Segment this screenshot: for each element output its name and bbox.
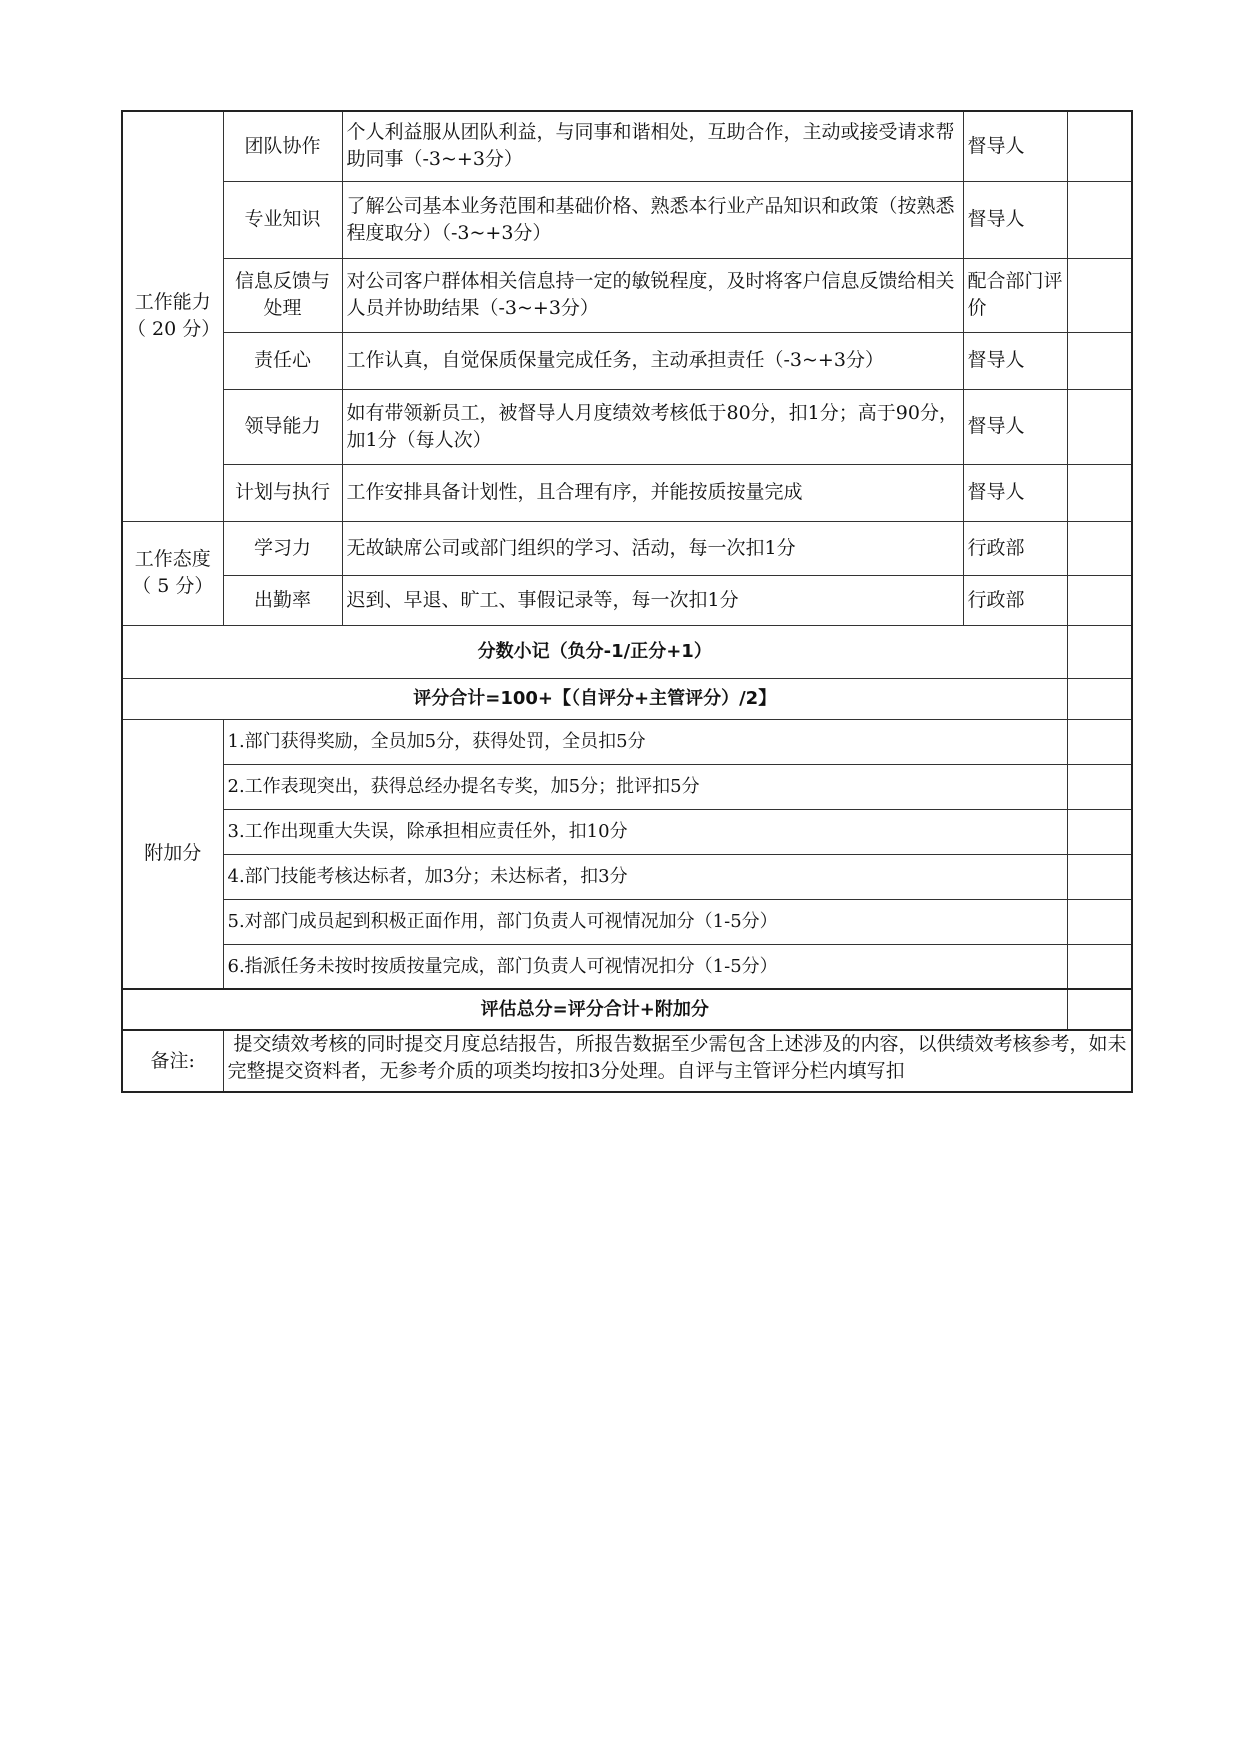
category-bonus: 附加分 [122, 719, 223, 989]
score-cell[interactable] [1067, 389, 1132, 464]
table-row [122, 1030, 1132, 1092]
table-row [122, 389, 1132, 464]
item-description: 了解公司基本业务范围和基础价格、熟悉本行业产品知识和政策（按熟悉程度取分）（-3~+3分） [342, 181, 963, 258]
item-name: 领导能力 [223, 389, 342, 464]
category-points: （ 20 分） [127, 318, 221, 341]
table-row [122, 332, 1132, 389]
table-row [122, 521, 1132, 575]
score-cell[interactable] [1067, 258, 1132, 332]
grand-total-label: 评估总分=评分合计+附加分 [122, 989, 1067, 1030]
score-cell[interactable] [1067, 111, 1132, 181]
category-label: 工作态度 [134, 548, 211, 570]
item-description: 如有带领新员工，被督导人月度绩效考核低于80分，扣1分；高于90分，加1分（每人次） [342, 389, 963, 464]
table-row [122, 111, 1132, 181]
score-cell[interactable] [1067, 719, 1132, 764]
item-description: 个人利益服从团队利益，与同事和谐相处，互助合作，主动或接受请求帮助同事（-3~+3分） [342, 111, 963, 181]
subtotal-score-cell[interactable] [1067, 625, 1132, 678]
bonus-item: 3.工作出现重大失误，除承担相应责任外，扣10分 [223, 809, 1067, 854]
score-cell[interactable] [1067, 854, 1132, 899]
evaluator: 督导人 [963, 389, 1067, 464]
subtotal-label: 分数小记（负分-1/正分+1） [122, 625, 1067, 678]
table-row [122, 678, 1132, 719]
item-name: 计划与执行 [223, 464, 342, 521]
score-cell[interactable] [1067, 332, 1132, 389]
score-total-cell[interactable] [1067, 678, 1132, 719]
bonus-item: 2.工作表现突出，获得总经办提名专奖，加5分；批评扣5分 [223, 764, 1067, 809]
evaluator: 督导人 [963, 181, 1067, 258]
score-total-label: 评分合计=100+【（自评分+主管评分）/2】 [122, 678, 1067, 719]
table-row [122, 464, 1132, 521]
table-row [122, 719, 1132, 764]
category-work-ability [122, 111, 223, 521]
table-row [122, 809, 1132, 854]
table-row [122, 575, 1132, 625]
table-row [122, 625, 1132, 678]
score-cell[interactable] [1067, 464, 1132, 521]
table-row [122, 854, 1132, 899]
remarks-text: 提交绩效考核的同时提交月度总结报告，所报告数据至少需包含上述涉及的内容，以供绩效考核参考，如未完整提交资料者，无参考介质的项类均按扣3分处理。自评与主管评分栏内填写扣 [227, 1033, 1127, 1082]
bonus-item: 1.部门获得奖励，全员加5分，获得处罚，全员扣5分 [223, 719, 1067, 764]
table-row [122, 764, 1132, 809]
remarks-label: 备注: [122, 1030, 223, 1092]
table-row [122, 989, 1132, 1030]
item-name: 信息反馈与处理 [223, 258, 342, 332]
category-points: （ 5 分） [132, 575, 214, 597]
item-name: 出勤率 [223, 575, 342, 625]
table-row [122, 181, 1132, 258]
item-description: 对公司客户群体相关信息持一定的敏锐程度，及时将客户信息反馈给相关人员并协助结果（-3~+3分） [342, 258, 963, 332]
bonus-item: 4.部门技能考核达标者，加3分；未达标者，扣3分 [223, 854, 1067, 899]
item-description: 工作认真，自觉保质保量完成任务，主动承担责任（-3~+3分） [342, 332, 963, 389]
item-description: 迟到、早退、旷工、事假记录等，每一次扣1分 [342, 575, 963, 625]
category-work-attitude [122, 521, 223, 625]
score-cell[interactable] [1067, 764, 1132, 809]
appraisal-table [121, 110, 1133, 1093]
score-cell[interactable] [1067, 181, 1132, 258]
bonus-item: 5.对部门成员起到积极正面作用，部门负责人可视情况加分（1-5分） [223, 899, 1067, 944]
item-name: 责任心 [223, 332, 342, 389]
evaluator: 督导人 [963, 464, 1067, 521]
performance-appraisal-sheet [121, 110, 1131, 1093]
score-cell[interactable] [1067, 575, 1132, 625]
item-description: 工作安排具备计划性，且合理有序，并能按质按量完成 [342, 464, 963, 521]
score-cell[interactable] [1067, 809, 1132, 854]
remarks-cell [223, 1030, 1132, 1092]
evaluator: 督导人 [963, 111, 1067, 181]
item-description: 无故缺席公司或部门组织的学习、活动，每一次扣1分 [342, 521, 963, 575]
bonus-item: 6.指派任务未按时按质按量完成，部门负责人可视情况扣分（1-5分） [223, 944, 1067, 989]
table-row [122, 258, 1132, 332]
table-row [122, 944, 1132, 989]
evaluator: 督导人 [963, 332, 1067, 389]
item-name: 学习力 [223, 521, 342, 575]
score-cell[interactable] [1067, 521, 1132, 575]
category-label: 工作能力 [134, 291, 211, 314]
evaluator: 行政部 [963, 575, 1067, 625]
evaluator: 配合部门评价 [963, 258, 1067, 332]
evaluator: 行政部 [963, 521, 1067, 575]
grand-total-cell[interactable] [1067, 989, 1132, 1030]
item-name: 专业知识 [223, 181, 342, 258]
table-row [122, 899, 1132, 944]
score-cell[interactable] [1067, 899, 1132, 944]
item-name: 团队协作 [223, 111, 342, 181]
score-cell[interactable] [1067, 944, 1132, 989]
